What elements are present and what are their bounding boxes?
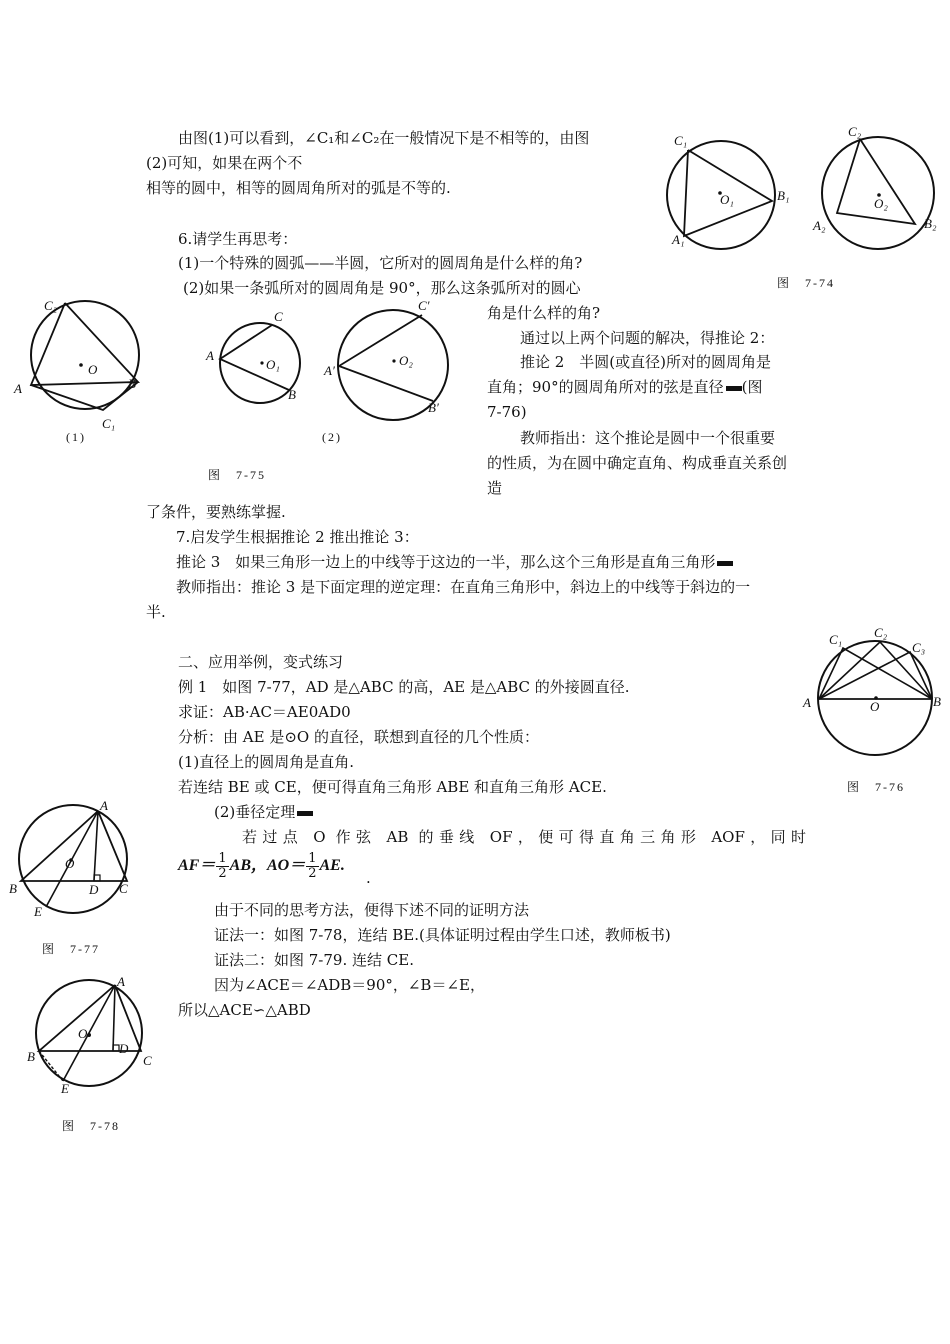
label-B: B	[288, 387, 296, 402]
label-E: E	[34, 904, 42, 919]
label-B: B	[27, 1049, 35, 1064]
label-O2: O₂	[874, 196, 888, 211]
q6-question2-cont: 角是什么样的角?	[487, 304, 601, 322]
figure-7-75-1	[10, 295, 150, 445]
teacher-note-line1: 教师指出：这个推论是圆中一个很重要	[520, 429, 776, 447]
label-C: C	[143, 1053, 152, 1068]
q6-question2: (2)如果一条弧所对的圆周角是 90°，那么这条弧所对的圆心	[183, 279, 581, 297]
label-A1: A₁	[672, 232, 685, 247]
property1-detail: 若连结 BE 或 CE，便可得直角三角形 ABE 和直角三角形 ACE.	[178, 778, 607, 796]
corollary2-line2: 直角；90°的圆周角所对的弦是直径 (图	[487, 378, 763, 396]
label-A: A	[14, 381, 22, 396]
label-D: D	[89, 882, 99, 897]
corollary2-intro: 通过以上两个问题的解决，得推论 2：	[520, 329, 775, 347]
label-E: E	[61, 1081, 69, 1096]
marker-icon	[726, 386, 742, 391]
para1-line3: 相等的圆中，相等的圆周角所对的弧是不等的.	[146, 179, 451, 197]
item7-title: 7.启发学生根据推论 2 推出推论 3：	[176, 528, 419, 546]
example1: 例 1 如图 7-77，AD 是△ABC 的高，AE 是△ABC 的外接圆直径.	[178, 678, 630, 696]
caption-fig-7-77: 图 7-77	[42, 942, 100, 956]
label-O2: O₂	[399, 353, 413, 368]
label-O: O	[78, 1026, 88, 1041]
label-B: B	[9, 881, 17, 896]
label-A: A	[117, 974, 125, 989]
label-O1: O₁	[720, 192, 734, 207]
caption-sub-2: (2)	[322, 430, 342, 444]
figure-7-77	[5, 795, 145, 920]
label-D: D	[119, 1041, 129, 1056]
teacher-note-line2: 的性质，为在圆中确定直角、构成垂直关系创	[487, 454, 788, 472]
figure-7-78	[25, 974, 165, 1096]
analysis: 分析：由 AE 是⊙O 的直径，联想到直径的几个性质：	[178, 728, 539, 746]
teacher-note2-line1: 教师指出：推论 3 是下面定理的逆定理：在直角三角形中，斜边上的中线等于斜边的一	[176, 578, 751, 596]
because-line: 因为∠ACE＝∠ADB＝90°，∠B＝∠E，	[214, 976, 485, 994]
label-A: A	[100, 798, 108, 813]
caption-fig-7-75: 图 7-75	[208, 468, 266, 482]
property1: (1)直径上的圆周角是直角.	[178, 753, 355, 771]
q6-question1: (1)一个特殊的圆弧——半圆，它所对的圆周角是什么样的角?	[178, 254, 583, 272]
label-A: A	[206, 348, 214, 363]
therefore-line: 所以△ACE∽△ABD	[178, 1001, 311, 1019]
label-C1: C₁	[674, 133, 688, 148]
corollary2-ref: 7-76)	[487, 403, 527, 421]
figure-7-74	[660, 120, 950, 260]
label-C1: C₁	[829, 632, 843, 647]
label-B: B	[933, 694, 941, 709]
figure-7-75-2	[200, 295, 460, 440]
caption-fig-7-76: 图 7-76	[847, 780, 905, 794]
label-B1: B₁	[777, 188, 790, 203]
section2-title: 二、应用举例，变式练习	[178, 653, 344, 671]
to-prove: 求证：AB·AC＝AE0AD0	[178, 703, 351, 721]
label-A: A	[803, 695, 811, 710]
proof-method1: 证法一：如图 7-78，连结 BE.(具体证明过程由学生口述，教师板书)	[214, 926, 671, 944]
figure-7-76	[800, 625, 950, 760]
label-C: C	[274, 309, 283, 324]
label-A2: A₂	[813, 218, 826, 233]
para1-line1: 由图(1)可以看到，∠C₁和∠C₂在一般情况下是不相等的，由图	[178, 129, 590, 147]
marker-icon	[717, 561, 733, 566]
stray-dot: .	[366, 869, 371, 887]
cont-line1: 了条件，要熟练掌握.	[146, 503, 286, 521]
q6-title: 6.请学生再思考：	[178, 230, 298, 248]
label-Cp: C′	[418, 298, 430, 313]
label-O: O	[870, 699, 880, 714]
label-B: B	[128, 376, 136, 391]
label-C1: C₁	[102, 416, 116, 431]
label-Bp: B′	[428, 400, 439, 415]
corollary2-line1: 推论 2 半圆(或直径)所对的圆周角是	[520, 353, 772, 371]
label-C: C	[119, 881, 128, 896]
teacher-note-line3: 造	[487, 479, 503, 497]
label-C2: C₂	[874, 625, 888, 640]
label-C2: C₂	[848, 124, 862, 139]
label-C2: C₂	[44, 298, 58, 313]
marker-icon	[297, 811, 313, 816]
property2: (2)垂径定理	[214, 802, 313, 822]
fraction-half: $\frac{1}{2}$	[218, 850, 227, 881]
para1-line2: (2)可知，如果在两个不	[146, 154, 303, 172]
caption-sub-1: (1)	[66, 430, 86, 444]
property2-detail: 若过点 O 作弦 AB 的垂线 OF，便可得直角三角形 AOF，同时	[242, 828, 806, 846]
math-equation: AF＝ $\frac{1}{2}$ AB，AO＝ $\frac{1}{2}$ AE.	[178, 850, 345, 881]
teacher-note2-line2: 半.	[146, 603, 166, 621]
label-O: O	[65, 856, 75, 871]
label-B2: B₂	[924, 216, 937, 231]
caption-fig-7-74: 图 7-74	[777, 276, 835, 290]
label-C3: C₃	[912, 640, 926, 655]
corollary3: 推论 3 如果三角形一边上的中线等于这边的一半，那么这个三角形是直角三角形	[176, 552, 733, 572]
proof-method2: 证法二：如图 7-79. 连结 CE.	[214, 951, 414, 969]
different-methods: 由于不同的思考方法，便得下述不同的证明方法	[214, 901, 530, 919]
caption-fig-7-78: 图 7-78	[62, 1119, 120, 1133]
label-O: O	[88, 362, 98, 377]
label-O1: O₁	[266, 357, 280, 372]
fraction-half: $\frac{1}{2}$	[308, 850, 317, 881]
label-Ap: A′	[324, 363, 335, 378]
